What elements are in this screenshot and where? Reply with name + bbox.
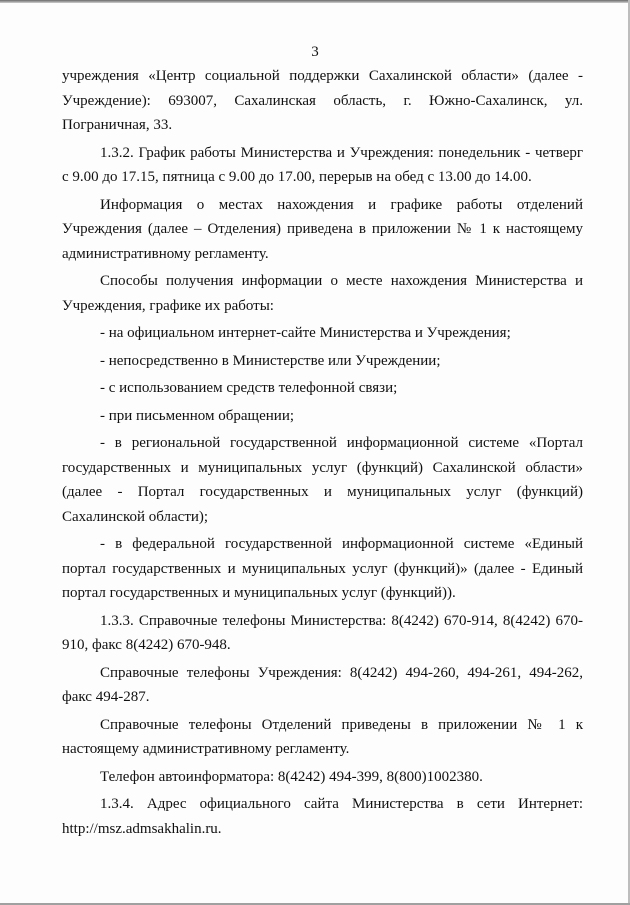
- paragraph-autoinformer-phone: Телефон автоинформатора: 8(4242) 494-399, 8(800)1002380.: [100, 768, 483, 785]
- page-number: 3: [311, 44, 319, 60]
- document-body: [62, 64, 583, 844]
- scan-edge-top: [0, 0, 630, 3]
- list-item-federal-portal: - в федеральной государственной информационной системе «Единый портал государственных и муниципальных услуг (функций)» (далее - Единый портал государственных и муниципальных услуг (функций)).: [62, 536, 583, 601]
- paragraph-work-schedule: 1.3.2. График работы Министерства и Учреждения: понедельник - четверг с 9.00 до 17.15, пятница с 9.00 до 17.00, перерыв на обед с 13.00 до 14.00.: [62, 144, 583, 185]
- list-item-website: - на официальном интернет-сайте Министерства и Учреждения;: [100, 325, 511, 341]
- paragraph-info-methods: Способы получения информации о месте нахождения Министерства и Учреждения, графике их работы:: [62, 273, 583, 314]
- paragraph-branches-info: Информация о местах нахождения и графике работы отделений Учреждения (далее – Отделения) приведена в приложении № 1 к настоящему административному регламенту.: [62, 196, 583, 262]
- paragraph-branch-phones: Справочные телефоны Отделений приведены в приложении № 1 к настоящему административному регламенту.: [62, 716, 583, 757]
- list-item-written: - при письменном обращении;: [100, 407, 295, 424]
- paragraph-website-address: 1.3.4. Адрес официального сайта Министерства в сети Интернет: http://msz.admsakhalin.ru.: [62, 796, 583, 837]
- list-item-in-person: - непосредственно в Министерстве или Учреждении;: [100, 352, 441, 369]
- list-item-phone: - с использованием средств телефонной связи;: [100, 380, 398, 396]
- paragraph-ministry-phones: 1.3.3. Справочные телефоны Министерства: 8(4242) 670-914, 8(4242) 670-910, факс 8(4242) 670-948.: [62, 612, 583, 653]
- paragraph-institution-address: учреждения «Центр социальной поддержки Сахалинской области» (далее - Учреждение): 693007, Сахалинская область, г. Южно-Сахалинск, ул. Пограничная, 33.: [62, 68, 583, 133]
- list-item-regional-portal: - в региональной государственной информационной системе «Портал государственных и муниципальных услуг (функций) Сахалинской области» (далее - Портал государственных и муниципальных услуг (функций) Сахалинской области);: [62, 435, 583, 525]
- paragraph-institution-phones: Справочные телефоны Учреждения: 8(4242) 494-260, 494-261, 494-262, факс 494-287.: [62, 664, 583, 705]
